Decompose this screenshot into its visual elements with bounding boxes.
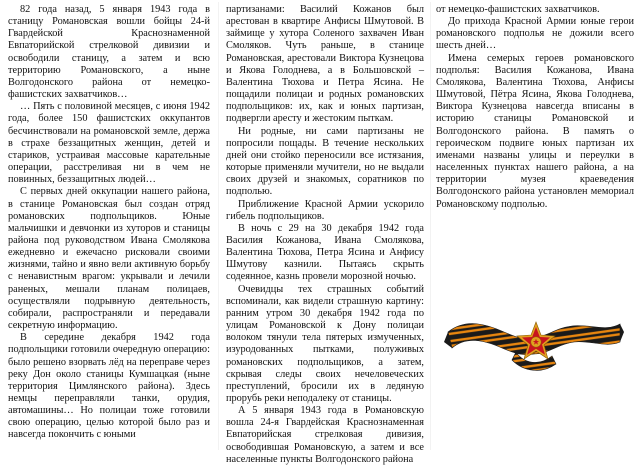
column-left	[8, 4, 210, 442]
column-right	[436, 4, 634, 211]
paragraph: 82 года назад, 5 января 1943 года в станицу Романовская вошли бойцы 24-й Гвардейской Краснознаменной Евпаторийской стрелковой дивизии и освободили станицу, а затем и всю территорию Романовского, а ныне Волгодонского района от немецко-фашистских захватчиков…	[8, 4, 210, 101]
paragraph: от немецко-фашистских захватчиков.	[436, 4, 600, 15]
paragraph: В ночь с 29 на 30 декабря 1942 года Василия Кожанова, Ивана Смолякова, Валентина Тюхова, Петра Ясина и Анфису Шмутову казнили. Пытаясь скрыть содеянное, казнь провели морозной ночью.	[226, 222, 424, 283]
column-divider	[430, 2, 431, 450]
paragraph: В середине декабря 1942 года подпольщики готовили очередную операцию: было решено взорвать лёд на переправе через реку Дон около станицы Кумшацкая (ныне территория Цимлянского района). Здесь немцы переправляли танки, орудия, автомашины… Но полицаи тоже готовили свою операцию, целью которой было раз и навсегда покончить с юными	[8, 332, 210, 441]
paragraph: Приближение Красной Армии ускорило гибель подпольщиков.	[226, 198, 424, 222]
paragraph: А 5 января 1943 года в Романовскую вошла 24-я Гвардейская Краснознаменная Евпаторийская стрелковая дивизия, освободившая Романовскую, а затем и все населенные пункты Волгодонского района	[226, 405, 424, 465]
paragraph: С первых дней оккупации нашего района, в станице Романовская был создан отряд романовских подпольщиков. Юные мальчишки и девчонки из хуторов и станицы района под руководством Ивана Смолякова ежедневно и ежечасно рисковали своими жизнями, тайно и явно вели активную борьбу с ненавистным врагом: укрывали и лечили раненых, мешали планам полицаев, осуществляли подрывную деятельность, собирали, распространяли и передавали секретную информацию.	[8, 186, 210, 332]
paragraph: партизанами: Василий Кожанов был арестован в квартире Анфисы Шмутовой. В займище у хутора Соленого захвачен Иван Смоляков. Чуть раньше, в станице Романовская, арестовали Виктора Кузнецова и Якова Голоднева, а в Большовской – Валентина Тюхова и Петра Ясина. Не пощадили полицаи и родных романовских подпольщиков: их, как и юных партизан, подвергли аресту и жестоким пыткам.	[226, 4, 424, 125]
st-george-ribbon-icon	[444, 302, 624, 374]
column-divider	[218, 2, 219, 450]
column-middle	[226, 4, 424, 466]
paragraph: Очевидцы тех страшных событий вспоминали, как видели страшную картину: ранним утром 30 декабря 1942 года по улицам Романовской к Дону полицаи волоком тянули тела пятерых измученных, изуродованных пытками, полуживых романовских подпольщиков, а затем, скрывая следы своих нечеловеческих преступлений, бросили их в ледяную прорубь реки неподалеку от станицы.	[226, 283, 424, 404]
paragraph: Имена семерых героев романовского подполья: Василия Кожанова, Ивана Смолякова, Валентина Тюхова, Анфисы Шмутовой, Пётра Ясина, Якова Голоднева, Виктора Кузнецова навсегда вписаны в историю станицы Романовской и Волгодонского района. В память о героическом подвиге юных партизан их именами названы улицы и переулки в населенных пунктах нашего района, а на территории музея краеведения Волгодонского района установлен мемориал Романовскому подполью.	[436, 52, 634, 210]
paragraph: Ни родные, ни сами партизаны не попросили пощады. В течение нескольких дней они стойко переносили все истязания, которые применяли мучители, но не выдали своих друзей и знакомых, соратников по подполью.	[226, 125, 424, 198]
paragraph: … Пять с половиной месяцев, с июня 1942 года, более 150 фашистских оккупантов бесчинствовали на романовской земле, держа в страхе беззащитных женщин, детей и стариков, устраивая массовые карательные операции, расстреливая ни в чем не повинных, беззащитных людей…	[8, 101, 210, 186]
paragraph: До прихода Красной Армии юные герои романовского подполья не дожили всего шесть дней…	[436, 16, 634, 52]
